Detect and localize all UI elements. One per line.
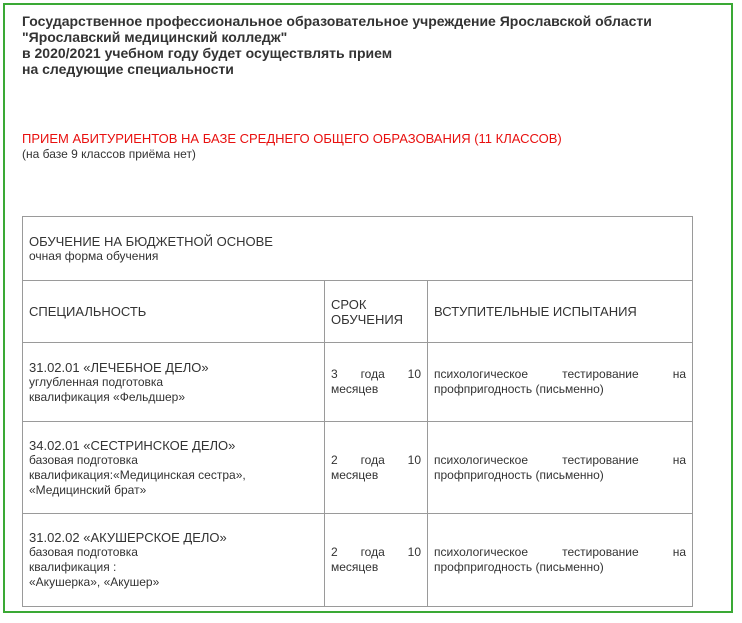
specialty-code: 31.02.02 «АКУШЕРСКОЕ ДЕЛО» bbox=[29, 530, 227, 545]
specialty-qualification-cont: «Медицинский брат» bbox=[29, 482, 147, 497]
table-row bbox=[23, 514, 693, 607]
column-header-term bbox=[325, 281, 428, 343]
exam-cell: психологическое тестирование на профпригодность (письменно) bbox=[428, 422, 693, 514]
specialties-table bbox=[22, 216, 693, 607]
column-header-exams: ВСТУПИТЕЛЬНЫЕ ИСПЫТАНИЯ bbox=[428, 281, 693, 343]
term-cell: 3 года 10 месяцев bbox=[325, 343, 428, 422]
column-header-term-line1: СРОК bbox=[331, 296, 367, 312]
table-row bbox=[23, 343, 693, 422]
term-cell: 2 года 10 месяцев bbox=[325, 422, 428, 514]
exam-cell: психологическое тестирование на профпригодность (письменно) bbox=[428, 514, 693, 607]
specialty-qualification: квалификация : bbox=[29, 560, 117, 574]
table-row bbox=[23, 422, 693, 514]
term-cell: 2 года 10 месяцев bbox=[325, 514, 428, 607]
exam-cell: психологическое тестирование на профпригодность (письменно) bbox=[428, 343, 693, 422]
study-form-label: очная форма обучения bbox=[29, 248, 159, 263]
funding-row bbox=[23, 217, 693, 281]
specialty-code: 31.02.01 «ЛЕЧЕБНОЕ ДЕЛО» bbox=[29, 359, 209, 375]
specialty-training: базовая подготовка bbox=[29, 545, 138, 559]
funding-cell bbox=[23, 217, 693, 281]
specialty-cell bbox=[23, 343, 325, 422]
header-line-college: "Ярославский медицинский колледж" bbox=[22, 29, 288, 45]
specialty-qualification: квалификация:«Медицинская сестра», bbox=[29, 467, 246, 482]
admission-note: (на базе 9 классов приёма нет) bbox=[22, 147, 196, 161]
column-header-specialty: СПЕЦИАЛЬНОСТЬ bbox=[23, 281, 325, 343]
header-line-institution: Государственное профессиональное образовательное учреждение Ярославской области bbox=[22, 13, 652, 29]
header-line-specialties: на следующие специальности bbox=[22, 61, 234, 77]
specialty-training: базовая подготовка bbox=[29, 452, 138, 467]
specialty-cell bbox=[23, 422, 325, 514]
specialty-cell bbox=[23, 514, 325, 607]
column-header-row bbox=[23, 281, 693, 343]
specialty-qualification-cont: «Акушерка», «Акушер» bbox=[29, 575, 160, 589]
page-title bbox=[22, 13, 722, 77]
column-header-term-line2: ОБУЧЕНИЯ bbox=[331, 311, 404, 327]
specialty-qualification: квалификация «Фельдшер» bbox=[29, 389, 186, 404]
specialty-training: углубленная подготовка bbox=[29, 374, 164, 389]
header-line-year: в 2020/2021 учебном году будет осуществлять прием bbox=[22, 45, 393, 61]
admission-title: ПРИЕМ АБИТУРИЕНТОВ НА БАЗЕ СРЕДНЕГО ОБЩЕГО ОБРАЗОВАНИЯ (11 КЛАССОВ) bbox=[22, 131, 562, 146]
funding-label: ОБУЧЕНИЕ НА БЮДЖЕТНОЙ ОСНОВЕ bbox=[29, 233, 273, 249]
specialty-code: 34.02.01 «СЕСТРИНСКОЕ ДЕЛО» bbox=[29, 437, 236, 453]
